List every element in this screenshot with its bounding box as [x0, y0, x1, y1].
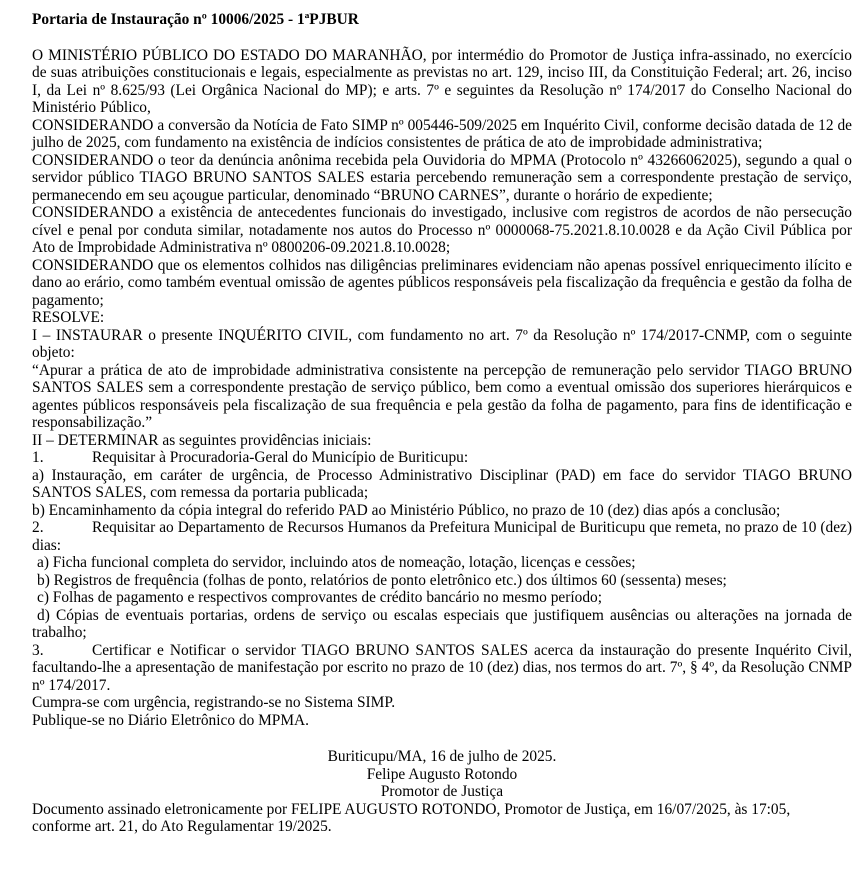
page-title: Portaria de Instauração nº 10006/2025 - 1ªPJBUR — [32, 11, 359, 28]
item2-subitem-c: c) Folhas de pagamento e respectivos comprovantes de crédito bancário no mesmo período; — [37, 589, 602, 606]
item-text: Requisitar à Procuradoria-Geral do Município de Buriticupu: — [92, 449, 469, 466]
item1-subitem-b: b) Encaminhamento da cópia integral do referido PAD ao Ministério Público, no prazo de 10 (dez) dias após a conclusão; — [32, 501, 781, 519]
considerando-paragraph-4: CONSIDERANDO que os elementos colhidos nas diligências preliminares evidenciam não apenas possível enriquecimento ilícito e dano ao erário, como também eventual omissão de agentes públicos responsáveis pela fiscalização da frequência e gestão da folha de pagamento; — [32, 256, 852, 309]
determination-item-1 — [32, 449, 852, 467]
determinar-paragraph: II – DETERMINAR as seguintes providências iniciais: — [32, 431, 372, 449]
determination-item-3 — [32, 642, 852, 695]
closing-line-1: Cumpra-se com urgência, registrando-se no Sistema SIMP. — [32, 694, 396, 711]
considerando-paragraph-2: CONSIDERANDO o teor da denúncia anônima recebida pela Ouvidoria do MPMA (Protocolo nº 43266062025), segundo a qual o servidor público TIAGO BRUNO SANTOS SALES estaria percebendo remuneração sem a correspondente prestação de serviço, permanecendo em seu açougue particular, denominado “BRUNO CARNES”, durante o horário de expediente; — [32, 151, 852, 204]
item1-subitem-a: a) Instauração, em caráter de urgência, de Processo Administrativo Disciplinar (PAD) em face do servidor TIAGO BRUNO SANTOS SALES, com remessa da portaria publicada; — [32, 466, 852, 501]
objeto-quote: “Apurar a prática de ato de improbidade administrativa consistente na percepção de remuneração pelo servidor TIAGO BRUNO SANTOS SALES sem a correspondente prestação de serviço público, bem como a eventual omissão dos superiores hierárquicos e agentes públicos responsáveis pela fiscalização de sua frequência e pela gestão da folha de pagamento, para fins de identificação e responsabilização.” — [32, 361, 852, 431]
preamble-paragraph: O MINISTÉRIO PÚBLICO DO ESTADO DO MARANHÃO, por intermédio do Promotor de Justiça infra-assinado, no exercício de suas atribuições constitucionais e legais, especialmente as previstas no art. 129, inciso III, da Constituição Federal; art. 26, inciso I, da Lei nº 8.625/93 (Lei Orgânica Nacional do MP); e arts. 7º e seguintes da Resolução nº 174/2017 do Conselho Nacional do Ministério Público, — [32, 46, 852, 116]
document-page — [32, 11, 852, 836]
signature-place-date: Buriticupu/MA, 16 de julho de 2025. — [327, 748, 557, 765]
considerando-paragraph-3: CONSIDERANDO a existência de antecedentes funcionais do investigado, inclusive com registros de acordos de não persecução cível e penal por conduta similar, notadamente nos autos do Processo nº 0000068-75.2021.8.10.0028 e da Ação Civil Pública por Ato de Improbidade Administrativa nº 0800206-09.2021.8.10.0028; — [32, 204, 852, 256]
signature-name: Felipe Augusto Rotondo — [366, 765, 518, 783]
item-text: Requisitar ao Departamento de Recursos Humanos da Prefeitura Municipal de Buriticupu que remeta, no prazo de 10 (dez) dias: — [32, 519, 852, 554]
signature-role: Promotor de Justiça — [380, 783, 504, 800]
closing-line-2: Publique-se no Diário Eletrônico do MPMA. — [32, 711, 310, 729]
item2-subitem-d: d) Cópias de eventuais portarias, ordens de serviço ou escalas especiais que justifiquem ausências ou alterações na jornada de trabalho; — [32, 606, 852, 641]
signature-block — [32, 748, 852, 801]
instaurar-paragraph: I – INSTAURAR o presente INQUÉRITO CIVIL, com fundamento no art. 7º da Resolução nº 174/2017-CNMP, com o seguinte objeto: — [32, 326, 852, 361]
item-number: 2. — [32, 519, 44, 536]
considerando-paragraph-1: CONSIDERANDO a conversão da Notícia de Fato SIMP nº 005446-509/2025 em Inquérito Civil, conforme decisão datada de 12 de julho de 2025, com fundamento na existência de indícios consistentes de prática de ato de improbidade administrativa; — [32, 116, 852, 151]
determination-item-2 — [32, 519, 852, 554]
resolve-label: RESOLVE: — [32, 309, 105, 326]
item-text: Certificar e Notificar o servidor TIAGO BRUNO SANTOS SALES acerca da instauração do presente Inquérito Civil, facultando-lhe a apresentação de manifestação por escrito no prazo de 10 (dez) dias, nos termos do art. 7º, § 4º, da Resolução CNMP nº 174/2017. — [32, 641, 852, 694]
item2-subitem-a: a) Ficha funcional completa do servidor, incluindo atos de nomeação, lotação, licenças e cessões; — [37, 554, 636, 571]
item-number: 1. — [32, 449, 44, 466]
item2-subitem-b: b) Registros de frequência (folhas de ponto, relatórios de ponto eletrônico etc.) dos últimos 60 (sessenta) meses; — [37, 571, 727, 589]
electronic-signature-footer: Documento assinado eletronicamente por FELIPE AUGUSTO ROTONDO, Promotor de Justiça, em 16/07/2025, às 17:05, conforme art. 21, do Ato Regulamentar 19/2025. — [32, 800, 791, 835]
item-number: 3. — [32, 641, 44, 659]
